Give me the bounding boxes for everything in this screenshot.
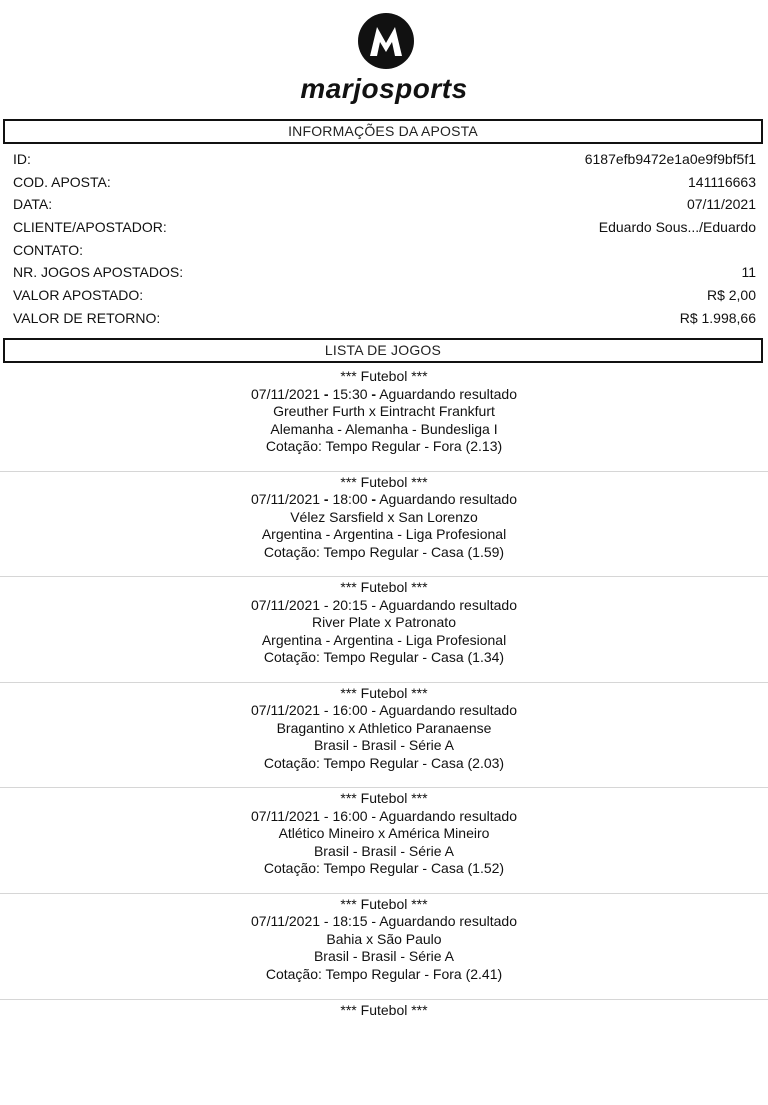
info-row-games-count [0, 261, 768, 284]
info-label: NR. JOGOS APOSTADOS: [13, 264, 184, 281]
game-time: 18:00 [332, 491, 368, 508]
info-row-date [0, 193, 768, 216]
game-status: Aguardando resultado [379, 807, 517, 824]
game-league: Brasil - Brasil - Série A [313, 842, 455, 859]
game-item [0, 577, 768, 683]
game-item [0, 788, 768, 894]
info-label: VALOR APOSTADO: [13, 287, 144, 304]
games-list-header: LISTA DE JOGOS [3, 338, 763, 363]
game-match: Atlético Mineiro x América Mineiro [278, 825, 490, 842]
game-datetime [0, 808, 768, 826]
game-date: 07/11/2021 [251, 702, 321, 719]
game-item [0, 683, 768, 789]
game-status: Aguardando resultado [379, 491, 517, 508]
info-value: 07/11/2021 [686, 196, 756, 213]
game-match: Vélez Sarsfield x San Lorenzo [290, 508, 478, 525]
game-match: Greuther Furth x Eintracht Frankfurt [273, 403, 495, 419]
info-label: COD. APOSTA: [13, 173, 111, 190]
separator: - [323, 491, 329, 508]
game-date: 07/11/2021 [251, 596, 321, 613]
separator: - [371, 596, 377, 613]
game-sport: *** Futebol *** [340, 473, 428, 490]
bet-info-list [0, 148, 768, 330]
games-list [0, 366, 768, 1105]
game-time: 18:15 [332, 913, 368, 930]
game-datetime [0, 491, 768, 509]
separator: - [323, 702, 329, 719]
game-time: 15:30 [332, 385, 368, 402]
info-row-bet-code [0, 171, 768, 194]
game-league: Argentina - Argentina - Liga Profesional [261, 526, 507, 543]
info-row-id [0, 148, 768, 171]
game-item [0, 366, 768, 472]
game-datetime [0, 597, 768, 615]
brand-name: marjosports [300, 73, 468, 104]
separator: - [323, 913, 329, 930]
game-status: Aguardando resultado [379, 596, 517, 613]
info-row-return-amount [0, 307, 768, 330]
info-label: CONTATO: [13, 241, 83, 258]
game-time: 16:00 [332, 702, 368, 719]
separator: - [371, 491, 377, 508]
game-status: Aguardando resultado [379, 913, 517, 930]
game-datetime [0, 702, 768, 720]
info-value: 6187efb9472e1a0e9f9bf5f1 [584, 151, 756, 167]
info-label: VALOR DE RETORNO: [13, 309, 161, 326]
separator: - [371, 807, 377, 824]
game-date: 07/11/2021 [251, 385, 321, 402]
separator: - [323, 596, 329, 613]
separator: - [323, 807, 329, 824]
info-label: CLIENTE/APOSTADOR: [13, 219, 167, 236]
game-odds: Cotação: Tempo Regular - Fora (2.41) [265, 965, 503, 982]
game-league: Argentina - Argentina - Liga Profesional [261, 631, 507, 648]
game-odds: Cotação: Tempo Regular - Casa (2.03) [263, 754, 505, 771]
game-odds: Cotação: Tempo Regular - Casa (1.59) [263, 543, 505, 560]
game-datetime [0, 386, 768, 404]
game-date: 07/11/2021 [251, 913, 321, 930]
game-odds: Cotação: Tempo Regular - Casa (1.52) [263, 860, 505, 877]
game-item [0, 472, 768, 578]
info-label: ID: [13, 151, 31, 167]
info-value: R$ 2,00 [706, 287, 756, 304]
separator: - [371, 385, 377, 402]
game-match: Bahia x São Paulo [326, 930, 442, 947]
separator: - [371, 913, 377, 930]
info-value: 141116663 [688, 173, 756, 190]
info-label: DATA: [13, 196, 53, 213]
game-league: Brasil - Brasil - Série A [313, 948, 455, 965]
game-item [0, 1000, 768, 1105]
game-status: Aguardando resultado [379, 385, 517, 402]
game-odds: Cotação: Tempo Regular - Casa (1.34) [263, 649, 505, 666]
game-odds: Cotação: Tempo Regular - Fora (2.13) [265, 438, 503, 454]
game-date: 07/11/2021 [251, 491, 321, 508]
game-sport: *** Futebol *** [340, 895, 428, 912]
game-sport: *** Futebol *** [340, 368, 428, 384]
info-row-bet-amount [0, 284, 768, 307]
info-value: 11 [741, 264, 756, 281]
info-row-client [0, 216, 768, 239]
game-sport: *** Futebol *** [340, 684, 428, 701]
game-sport: *** Futebol *** [340, 579, 428, 596]
game-league: Alemanha - Alemanha - Bundesliga I [270, 420, 498, 437]
game-time: 16:00 [332, 807, 368, 824]
game-datetime [0, 913, 768, 931]
game-match: River Plate x Patronato [312, 614, 456, 631]
game-league: Brasil - Brasil - Série A [313, 737, 455, 754]
game-sport: *** Futebol *** [340, 790, 428, 807]
info-value: R$ 1.998,66 [679, 309, 756, 326]
game-date: 07/11/2021 [251, 807, 321, 824]
game-match: Bragantino x Athletico Paranaense [276, 719, 492, 736]
separator: - [371, 702, 377, 719]
game-time: 20:15 [332, 596, 368, 613]
game-item [0, 894, 768, 1000]
info-value: Eduardo Sous.../Eduardo [598, 219, 756, 236]
game-sport: *** Futebol *** [340, 1001, 428, 1018]
m-circle-logo-icon [357, 12, 415, 70]
brand-logo [0, 10, 768, 110]
game-status: Aguardando resultado [379, 702, 517, 719]
bet-info-header: INFORMAÇÕES DA APOSTA [3, 119, 763, 144]
separator: - [323, 385, 329, 402]
info-row-contact [0, 239, 768, 262]
